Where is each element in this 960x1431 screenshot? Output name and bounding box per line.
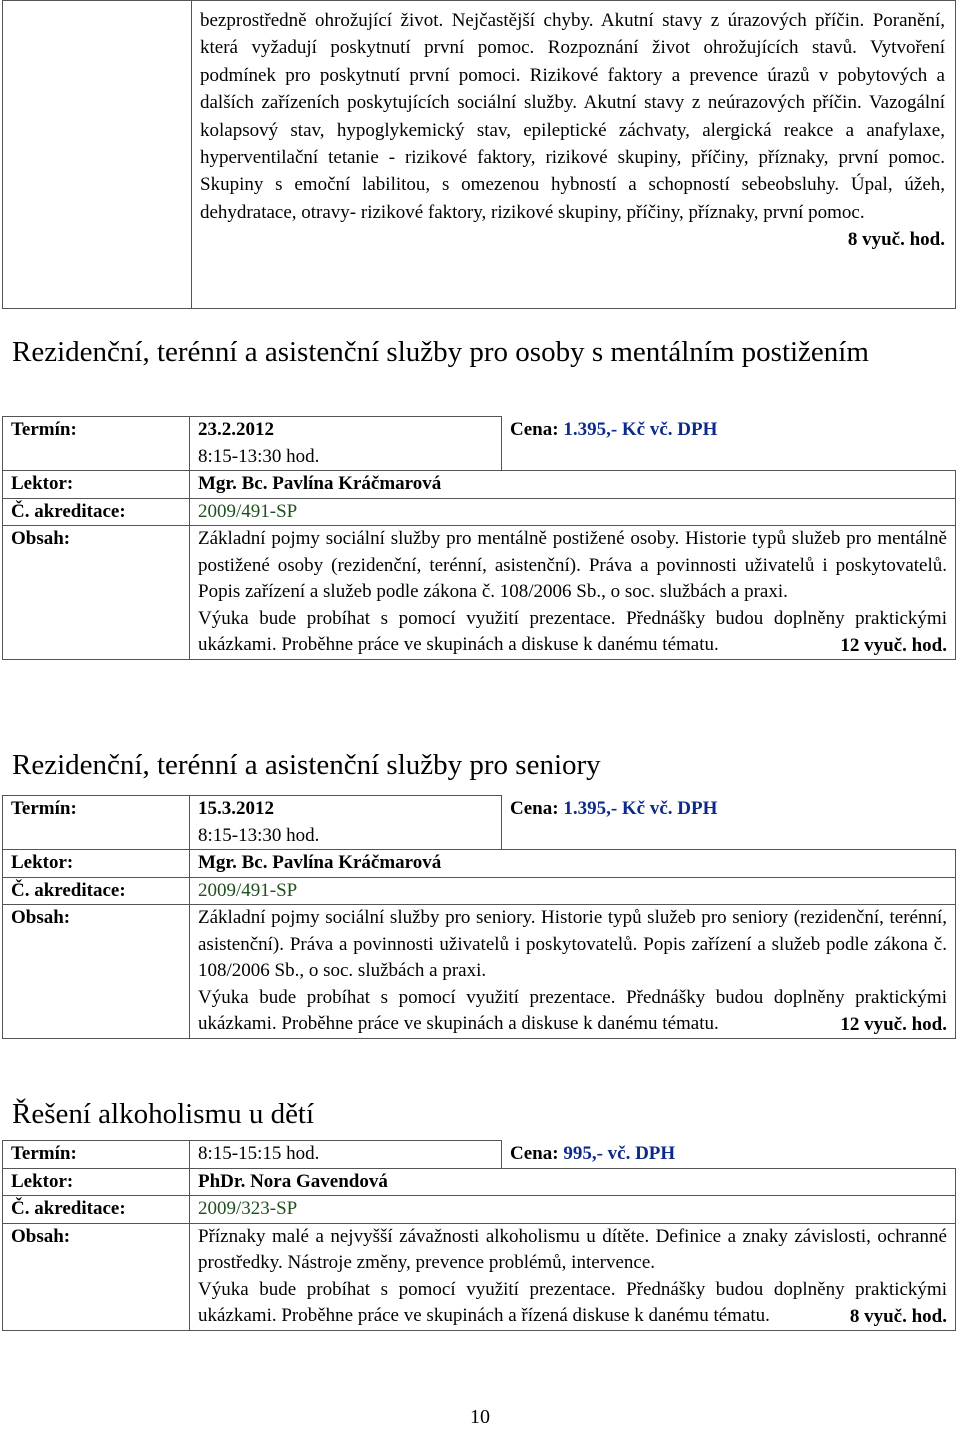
termin-label-1: Termín: [3, 417, 190, 471]
content-text-3b: Výuka bude probíhat s pomocí využití prezentace. Přednášky budou doplněny praktickými ukázkami. Proběhne práce ve skupinách a řízená diskuse k danému tématu. [198, 1278, 947, 1326]
course-title-3: Řešení alkoholismu u dětí [12, 1098, 315, 1130]
price-label-3: Cena: [510, 1142, 559, 1164]
obsah-label-2: Obsah: [3, 905, 190, 1039]
price-cell-1 [502, 417, 956, 471]
content-cell-1 [190, 526, 956, 660]
price-label-2: Cena: [510, 797, 559, 819]
accreditation-3: 2009/323-SP [190, 1196, 956, 1224]
termin-value-2 [190, 796, 502, 850]
accreditation-2: 2009/491-SP [190, 877, 956, 905]
lektor-label-2: Lektor: [3, 850, 190, 878]
hours-3: 8 vyuč. hod. [849, 1305, 947, 1327]
accreditation-1: 2009/491-SP [190, 498, 956, 526]
lektor-label-3: Lektor: [3, 1168, 190, 1196]
course-section-2 [12, 748, 942, 783]
course-info-2 [2, 795, 956, 1039]
time-2: 8:15-13:30 hod. [198, 824, 320, 846]
lecturer-3: PhDr. Nora Gavendová [190, 1168, 956, 1196]
akreditace-label-2: Č. akreditace: [3, 877, 190, 905]
price-value-1: 1.395,- Kč vč. DPH [563, 418, 718, 440]
price-cell-2 [502, 796, 956, 850]
course-info-3 [2, 1140, 956, 1331]
termin-label-2: Termín: [3, 796, 190, 850]
content-text-2a: Základní pojmy sociální služby pro seniory. Historie typů služeb pro seniory (rezidenční, terénní, asistenční). Práva a povinnosti uživatelů i poskytovatelů. Popis zařízení a služeb podle zákona č. 108/2006 Sb., o soc. službách a praxi. [198, 907, 947, 981]
akreditace-label-1: Č. akreditace: [3, 498, 190, 526]
termin-value-1 [190, 417, 502, 471]
top-content-box [2, 0, 956, 309]
obsah-label-3: Obsah: [3, 1223, 190, 1331]
time-1: 8:15-13:30 hod. [198, 445, 320, 467]
top-hours: 8 vyuč. hod. [847, 229, 945, 251]
lecturer-1: Mgr. Bc. Pavlína Kráčmarová [190, 471, 956, 499]
termin-label-3: Termín: [3, 1141, 190, 1169]
lecturer-2: Mgr. Bc. Pavlína Kráčmarová [190, 850, 956, 878]
course-section-1 [12, 335, 942, 370]
page-number: 10 [470, 1406, 490, 1428]
hours-1: 12 vyuč. hod. [840, 634, 947, 656]
course-title-2: Rezidenční, terénní a asistenční služby pro seniory [12, 749, 601, 781]
top-label-cell [3, 1, 192, 309]
price-cell-3 [502, 1141, 956, 1169]
course-info-1 [2, 416, 956, 660]
content-text-3a: Příznaky malé a nejvyšší závažnosti alkoholismu u dítěte. Definice a znaky závislosti, ochranné prostředky. Nástroje změny, prevence problémů, intervence. [198, 1225, 947, 1273]
content-text-1a: Základní pojmy sociální služby pro mentálně postižené osoby. Historie typů služeb pro mentálně postižené osoby (rezidenční, terénní, asistenční). Práva a povinnosti uživatelů i poskytovatelů. Popis zařízení a služeb podle zákona č. 108/2006 Sb., o soc. službách a praxi. [198, 528, 947, 602]
content-text-1b: Výuka bude probíhat s pomocí využití prezentace. Přednášky budou doplněny praktickými ukázkami. Proběhne práce ve skupinách a diskuse k danému tématu. [198, 607, 947, 655]
course-title-1: Rezidenční, terénní a asistenční služby pro osoby s mentálním postižením [12, 336, 869, 368]
content-cell-2 [190, 905, 956, 1039]
lektor-label-1: Lektor: [3, 471, 190, 499]
akreditace-label-3: Č. akreditace: [3, 1196, 190, 1224]
obsah-label-1: Obsah: [3, 526, 190, 660]
date-2: 15.3.2012 [198, 798, 274, 819]
top-content-cell [192, 1, 956, 309]
time-3: 8:15-15:15 hod. [190, 1141, 502, 1169]
top-content-text: bezprostředně ohrožující život. Nejčastější chyby. Akutní stavy z úrazových příčin. Poranění, která vyžadují poskytnutí první pomoc. Rozpoznání život ohrožujících stavů. Vytvoření podmínek pro poskytnutí první pomoci. Rizikové faktory a prevence úrazů v pobytových a dalších zařízeních poskytujících sociální služby. Akutní stavy z neúrazových příčin. Vazogální kolapsový stav, hypoglykemický stav, epileptické záchvaty, alergická reakce a anafylaxe, hyperventilační tetanie - rizikové faktory, rizikové skupiny, příčiny, příznaky, první pomoc. Skupiny s emoční labilitou, s omezenou hybností a schopností sebeobsluhy. Úpal, úžeh, dehydratace, otravy- rizikové faktory, rizikové skupiny, příčiny, příznaky, první pomoc. [200, 10, 945, 223]
price-label-1: Cena: [510, 418, 559, 440]
price-value-3: 995,- vč. DPH [563, 1142, 676, 1164]
content-text-2b: Výuka bude probíhat s pomocí využití prezentace. Přednášky budou doplněny praktickými ukázkami. Proběhne práce ve skupinách a diskuse k danému tématu. [198, 986, 947, 1034]
content-cell-3 [190, 1223, 956, 1331]
price-value-2: 1.395,- Kč vč. DPH [563, 797, 718, 819]
course-section-3 [12, 1097, 942, 1132]
hours-2: 12 vyuč. hod. [840, 1013, 947, 1035]
date-1: 23.2.2012 [198, 419, 274, 440]
